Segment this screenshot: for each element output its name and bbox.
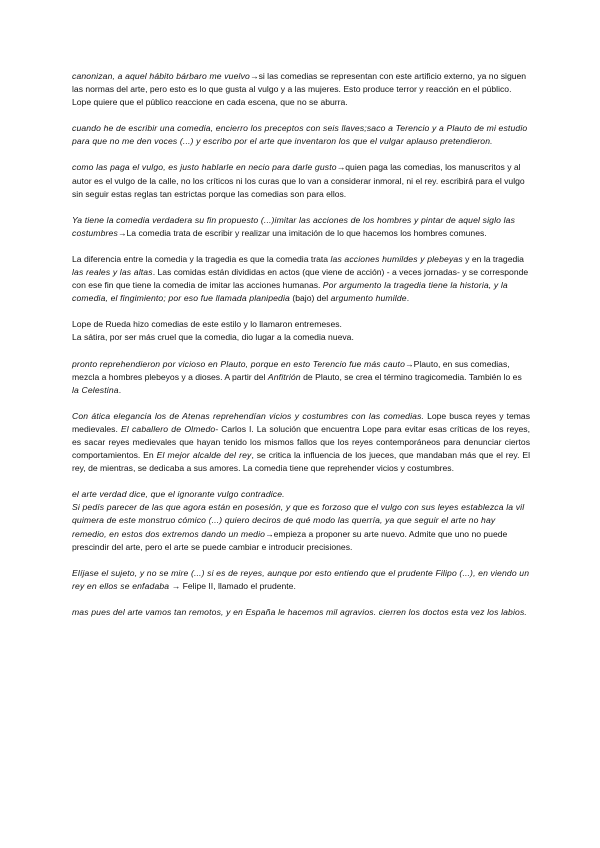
- paragraph: [72, 161, 530, 200]
- paragraph: [72, 122, 530, 148]
- paragraph: [72, 606, 530, 619]
- body-text: Lope busca reyes y temas medievales.: [72, 410, 531, 434]
- text-line: Lope de Rueda hizo comedias de este estilo y lo llamaron entremeses.: [72, 319, 342, 330]
- italic-quote-text: pronto reprehendieron por vicioso en Plauto, porque en esto Terencio fue más cauto: [72, 358, 406, 369]
- italic-quote-text: Si pedís parecer de las que agora están en posesión, y que es forzoso que el vulgo con sus leyes establezca la vil quimera de este monstruo cómico (...) quiero deciros de qué modo las querría, ya que seguir el arte no hay remedio, en estos dos extremos dando un medio: [72, 502, 525, 539]
- body-text: → Felipe II, llamado el prudente.: [169, 580, 296, 591]
- body-text: .: [406, 293, 410, 304]
- body-text: →si las comedias se representan con este artificio externo, ya no siguen las normas del arte, pero esto es lo que gusta al vulgo y a las mujeres. Esto produce terror y reacción en el público. Lope quiere que el público reaccione en cada escena, que no se aburra.: [72, 71, 527, 108]
- body-text: - Carlos I. La solución que encuentra Lope para evitar esas críticas de los reyes, es sacar reyes medievales que hayan tenido los mismos fallos que los reyes contemporáneos para denunciar ciertos comportamientos. En: [72, 423, 530, 461]
- italic-quote-text: cuando he de escribir una comedia, encierro los preceptos con seis llaves;saco a Terencio y a Plauto de mi estudio para que no me den voces (...) y escribo por el arte que inventaron los que el vulgar aplauso pretendieron.: [72, 123, 528, 147]
- paragraph: [72, 70, 530, 109]
- body-text: →La comedia trata de escribir y realizar una imitación de lo que hacemos los hombres comunes.: [117, 227, 487, 238]
- body-text: →empieza a proponer su arte nuevo. Admite que uno no puede prescindir del arte, pero el arte se puede cambiar e introducir precisiones.: [72, 528, 508, 552]
- italic-quote-text: Por argumento la tragedia tiene la historia, y la comedia, el fingimiento; por eso fue llamada planipedia: [72, 280, 508, 304]
- italic-quote-text: el arte verdad dice, que el ignorante vulgo contradice.: [72, 489, 285, 500]
- document-page: [72, 70, 530, 632]
- italic-quote-text: Ya tiene la comedia verdadera su fin propuesto (...)imitar las acciones de los hombres y pintar de aquel siglo las costumbres: [72, 214, 516, 238]
- italic-quote-text: argumento humilde: [330, 293, 407, 304]
- italic-quote-text: las acciones humildes y plebeyas: [330, 253, 463, 264]
- body-text: →Plauto, en sus comedias, mezcla a hombres plebeyos y a dioses. A partir del: [72, 358, 510, 382]
- italic-quote-text: Elíjase el sujeto, y no se mire (...) si es de reyes, aunque por esto entiendo que el prudente Filipo (...), en viendo un rey en ellos se enfadaba: [72, 567, 530, 591]
- italic-quote-text: canonizan, a aquel hábito bárbaro me vuelvo: [72, 71, 250, 81]
- body-text: (bajo) del: [289, 293, 331, 304]
- paragraph: [72, 501, 530, 553]
- body-text: →quien paga las comedias, los manuscritos y al autor es el vulgo de la calle, no los críticos ni los curas que lo van a considerar inmoral, ni el rey. escribirá para el vulgo sin seguir estas reglas tan estrictas porque las comedias son para ellos.: [72, 162, 525, 199]
- italic-quote-text: las reales y las altas: [72, 267, 153, 278]
- body-text: . Las comidas están divididas en actos (que viene de acción) - a veces jornadas- y se corresponde con ese fin que tiene la comedia de imitar las acciones humanas.: [72, 267, 529, 291]
- paragraph: [72, 488, 530, 501]
- text-line: La sátira, por ser más cruel que la comedia, dio lugar a la comedia nueva.: [72, 332, 354, 343]
- paragraph: [72, 214, 530, 240]
- body-text: de Plauto, se crea el término tragicomedia. También lo es: [300, 371, 522, 382]
- italic-quote-text: como las paga el vulgo, es justo hablarle en necio para darle gusto: [72, 162, 337, 173]
- body-text: .: [118, 384, 122, 395]
- italic-quote-text: mas pues del arte vamos tan remotos, y en España le hacemos mil agravios. cierren los doctos esta vez los labios.: [72, 606, 527, 617]
- paragraph: [72, 567, 530, 593]
- italic-quote-text: Con ática elegancia los de Atenas reprehendían vicios y costumbres con las comedias.: [72, 410, 425, 421]
- body-text: , se critica la influencia de los jueces, que mandaban más que el rey. El rey, de mientras, se dedicaba a sus amores. La comedia tiene que reprehender vicios y costumbres.: [72, 450, 530, 474]
- italic-quote-text: la Celestina: [72, 384, 119, 395]
- italic-quote-text: Anfitrión: [267, 371, 301, 382]
- paragraph: [72, 253, 530, 305]
- body-text: La diferencia entre la comedia y la tragedia es que la comedia trata: [72, 253, 331, 264]
- paragraph: [72, 318, 530, 344]
- paragraph: [72, 358, 530, 397]
- italic-quote-text: El caballero de Olmedo: [120, 423, 216, 434]
- body-text: y en la tragedia: [462, 253, 524, 264]
- italic-quote-text: El mejor alcalde del rey: [156, 450, 252, 461]
- paragraph: [72, 410, 530, 475]
